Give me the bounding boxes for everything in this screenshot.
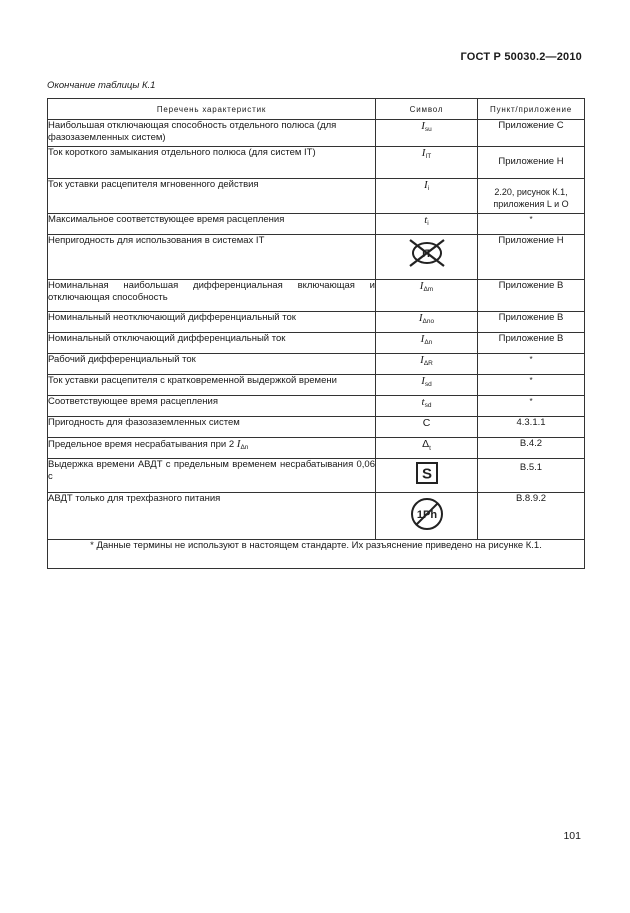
reference-cell: Приложение C bbox=[478, 120, 585, 147]
standard-designation: ГОСТ Р 50030.2—2010 bbox=[460, 51, 582, 63]
symbol-cell bbox=[376, 459, 478, 493]
symbol-cell: $I_{\Delta R}$ bbox=[376, 354, 478, 375]
table-row bbox=[48, 493, 585, 540]
table-row bbox=[48, 214, 585, 235]
svg-text:IT: IT bbox=[421, 248, 432, 260]
table-header-row bbox=[48, 99, 585, 120]
table-row bbox=[48, 417, 585, 438]
characteristic-cell: Соответствующее время расцепления bbox=[48, 396, 376, 417]
symbol-cell bbox=[376, 493, 478, 540]
header-symbol: Символ bbox=[376, 99, 478, 120]
reference-cell: * bbox=[478, 396, 585, 417]
table-row bbox=[48, 459, 585, 493]
svg-text:1Ph: 1Ph bbox=[416, 509, 437, 521]
symbol-cell: $t_i$ bbox=[376, 214, 478, 235]
table-footnote-row bbox=[48, 540, 585, 569]
header-reference: Пункт/приложение bbox=[478, 99, 585, 120]
characteristics-table bbox=[47, 98, 585, 569]
symbol-cell: $I_i$ bbox=[376, 179, 478, 214]
symbol-cell: $I_{\Delta m}$ bbox=[376, 280, 478, 312]
reference-cell: * bbox=[478, 375, 585, 396]
table-row bbox=[48, 235, 585, 280]
characteristic-cell: Пригодность для фазозаземленных систем bbox=[48, 417, 376, 438]
reference-cell: B.4.2 bbox=[478, 438, 585, 459]
characteristic-cell: Наибольшая отключающая способность отдельного полюса (для фазозаземленных систем) bbox=[48, 120, 376, 147]
symbol-cell: $\Delta_t$ bbox=[376, 438, 478, 459]
symbol-cell: $t_{sd}$ bbox=[376, 396, 478, 417]
table-footnote: * Данные термины не используют в настоящем стандарте. Их разъяснение приведено на рисунке К.1. bbox=[48, 540, 585, 569]
table-row bbox=[48, 375, 585, 396]
table-row bbox=[48, 179, 585, 214]
characteristic-cell: АВДТ только для трехфазного питания bbox=[48, 493, 376, 540]
table-row bbox=[48, 333, 585, 354]
symbol-cell: $I_{\Delta n}$ bbox=[376, 333, 478, 354]
characteristic-cell: Максимальное соответствующее время расцепления bbox=[48, 214, 376, 235]
table-caption: Окончание таблицы К.1 bbox=[47, 80, 156, 91]
reference-cell: Приложение B bbox=[478, 333, 585, 354]
s-box-icon bbox=[415, 461, 439, 485]
table-row bbox=[48, 312, 585, 333]
crossed-it-icon bbox=[406, 237, 448, 269]
characteristic-cell: Ток уставки расцепителя с кратковременной выдержкой времени bbox=[48, 375, 376, 396]
characteristic-cell: Предельное время несрабатывания при 2 $I_{\Delta n}$ bbox=[48, 438, 376, 459]
reference-cell: * bbox=[478, 354, 585, 375]
characteristic-cell: Рабочий дифференциальный ток bbox=[48, 354, 376, 375]
reference-cell: Приложение B bbox=[478, 312, 585, 333]
symbol-cell: C bbox=[376, 417, 478, 438]
page-number: 101 bbox=[563, 830, 581, 842]
reference-cell: 4.3.1.1 bbox=[478, 417, 585, 438]
characteristic-cell: Непригодность для использования в системах IT bbox=[48, 235, 376, 280]
symbol-cell bbox=[376, 235, 478, 280]
reference-cell: Приложение B bbox=[478, 280, 585, 312]
svg-text:S: S bbox=[421, 465, 432, 483]
reference-cell: 2.20, рисунок К.1, приложения L и O bbox=[478, 179, 585, 214]
characteristic-cell: Выдержка времени АВДТ с предельным временем несрабатывания 0,06 с bbox=[48, 459, 376, 493]
header-characteristics: Перечень характеристик bbox=[48, 99, 376, 120]
table-row bbox=[48, 354, 585, 375]
reference-cell: B.8.9.2 bbox=[478, 493, 585, 540]
characteristic-cell: Номинальный отключающий дифференциальный ток bbox=[48, 333, 376, 354]
characteristic-cell: Ток короткого замыкания отдельного полюса (для систем IT) bbox=[48, 147, 376, 179]
characteristic-cell: Ток уставки расцепителя мгновенного действия bbox=[48, 179, 376, 214]
crossed-single-phase-icon bbox=[408, 495, 446, 533]
characteristic-cell: Номинальная наибольшая дифференциальная включающая и отключающая способность bbox=[48, 280, 376, 312]
symbol-cell: $I_{sd}$ bbox=[376, 375, 478, 396]
symbol-cell: $I_{su}$ bbox=[376, 120, 478, 147]
table-row bbox=[48, 120, 585, 147]
table-row bbox=[48, 438, 585, 459]
symbol-cell: $I_{IT}$ bbox=[376, 147, 478, 179]
reference-cell: Приложение H bbox=[478, 147, 585, 179]
table-row bbox=[48, 280, 585, 312]
table-row bbox=[48, 396, 585, 417]
characteristic-cell: Номинальный неотключающий дифференциальный ток bbox=[48, 312, 376, 333]
reference-cell: * bbox=[478, 214, 585, 235]
symbol-cell: $I_{\Delta no}$ bbox=[376, 312, 478, 333]
reference-cell: B.5.1 bbox=[478, 459, 585, 493]
table-row bbox=[48, 147, 585, 179]
reference-cell: Приложение H bbox=[478, 235, 585, 280]
